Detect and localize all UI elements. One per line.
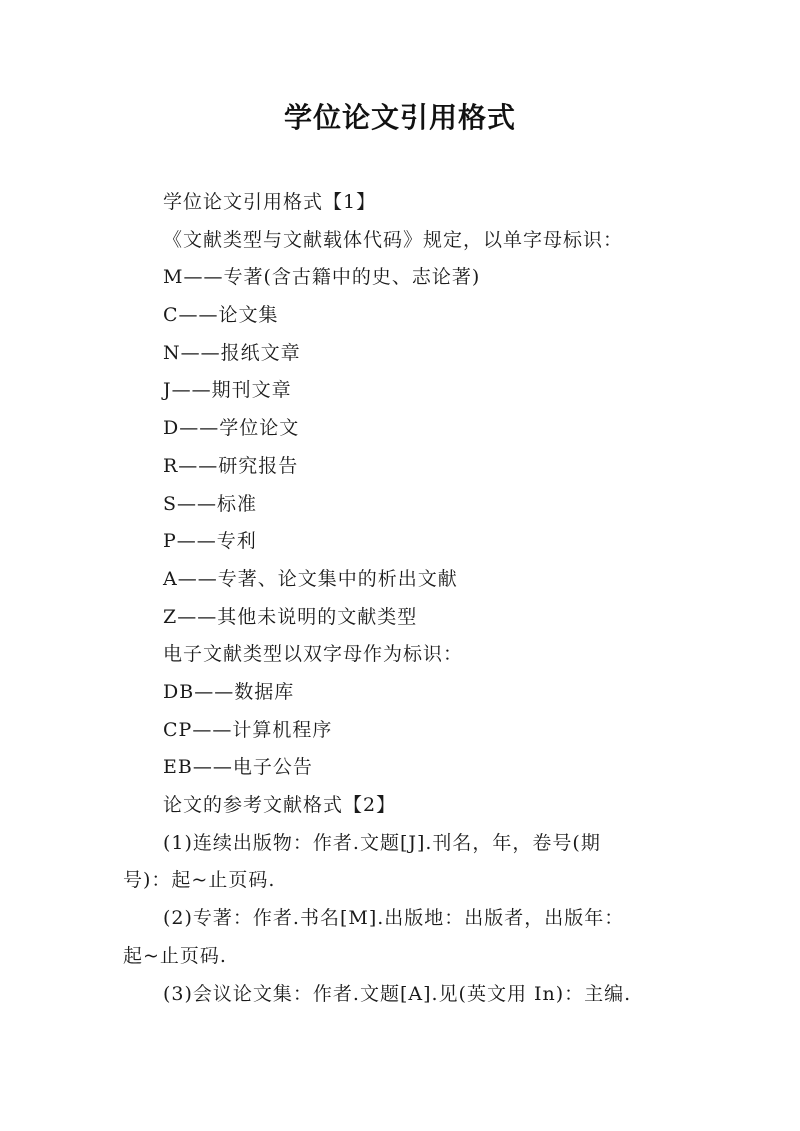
code-line-p: P——专利 xyxy=(163,530,257,553)
code-line-r: R——研究报告 xyxy=(163,454,299,477)
format-paragraph-3: (3)会议论文集：作者.文题[A].见(英文用 In)：主编. xyxy=(163,982,632,1005)
text-line: 电子文献类型以双字母作为标识： xyxy=(163,643,464,666)
code-line-cp: CP——计算机程序 xyxy=(163,718,333,741)
text-line: 《文献类型与文献载体代码》规定，以单字母标识： xyxy=(163,228,624,251)
code-line-d: D——学位论文 xyxy=(163,417,300,440)
format-paragraph-2: (2)专著：作者.书名[M].出版地：出版者，出版年：起~止页码. xyxy=(123,907,625,967)
code-line-m: M——专著(含古籍中的史、志论著) xyxy=(163,266,481,289)
code-line-z: Z——其他未说明的文献类型 xyxy=(163,605,418,628)
code-line-c: C——论文集 xyxy=(163,304,279,327)
format-paragraph-1: (1)连续出版物：作者.文题[J].刊名，年，卷号(期号)：起~止页码. xyxy=(123,831,601,892)
section-heading-2: 论文的参考文献格式【2】 xyxy=(163,794,397,816)
code-line-db: DB——数据库 xyxy=(163,680,295,703)
code-line-a: A——专著、论文集中的析出文献 xyxy=(163,567,458,590)
code-line-j: J——期刊文章 xyxy=(163,379,292,402)
document-body xyxy=(123,184,683,1013)
section-heading-1: 学位论文引用格式【1】 xyxy=(163,191,377,213)
code-line-s: S——标准 xyxy=(163,492,258,515)
code-line-n: N——报纸文章 xyxy=(163,341,301,364)
code-line-eb: EB——电子公告 xyxy=(163,756,313,779)
document-title: 学位论文引用格式 xyxy=(283,101,516,134)
